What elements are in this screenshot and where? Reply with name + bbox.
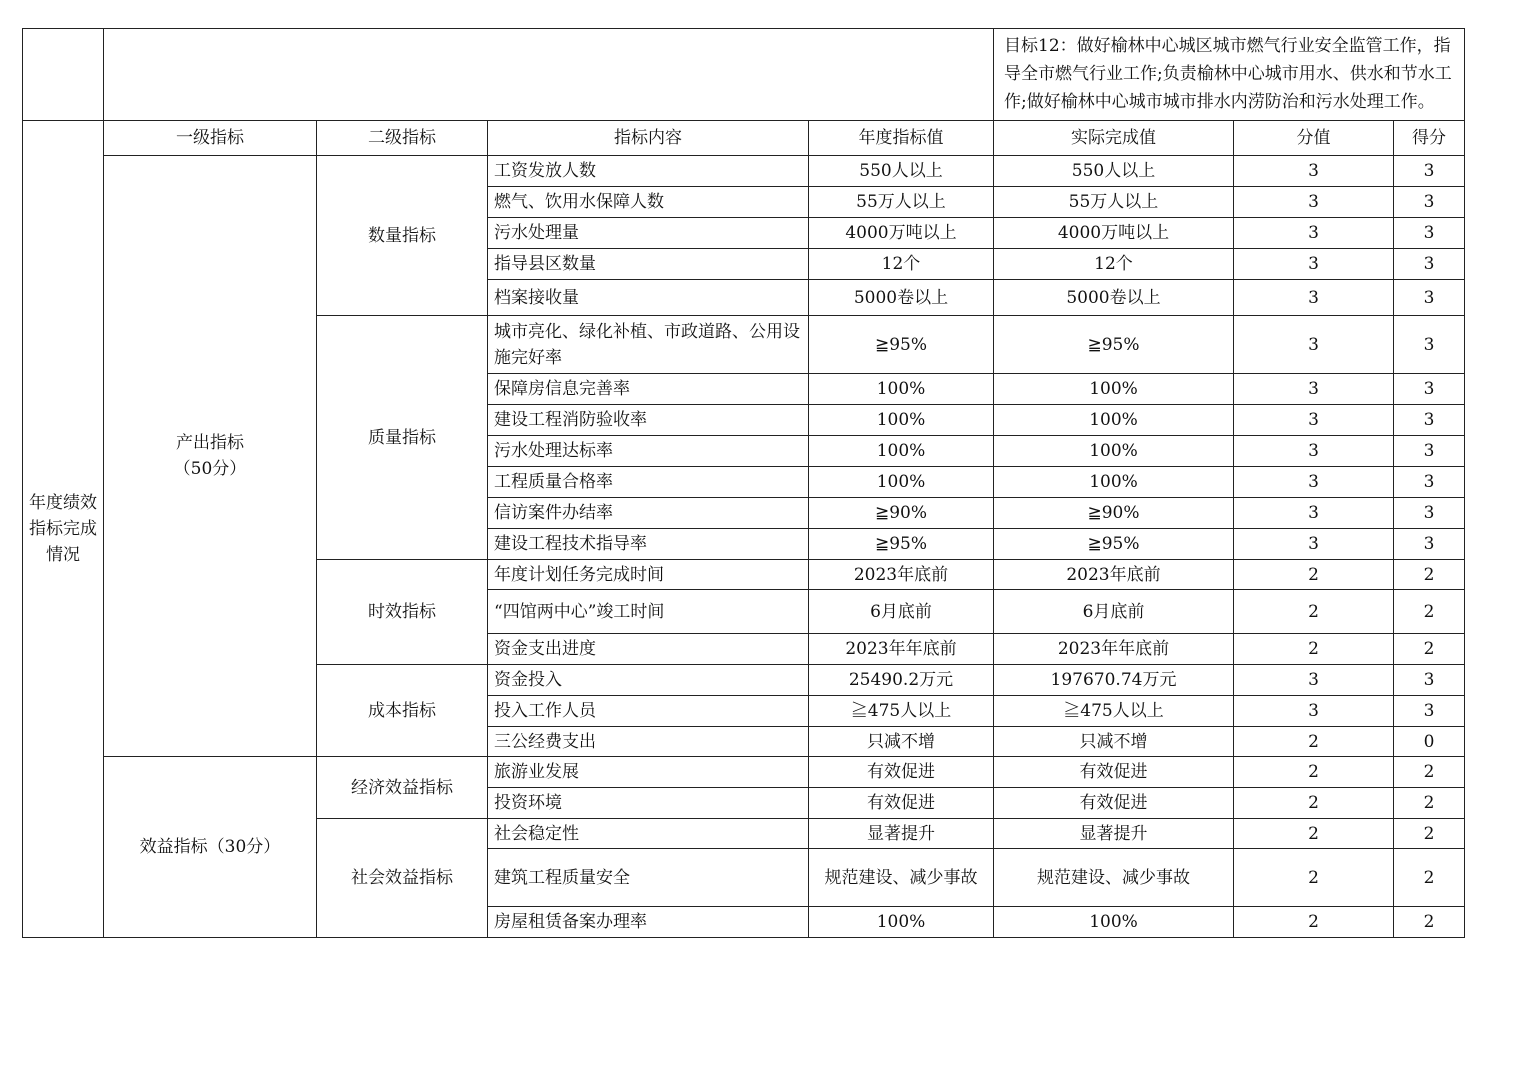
row-content: 旅游业发展 [488, 757, 809, 788]
row-target: 100% [809, 405, 994, 436]
row-score: 3 [1394, 498, 1465, 529]
row-score: 2 [1394, 634, 1465, 665]
row-target: ≧95% [809, 529, 994, 560]
row-target: 100% [809, 467, 994, 498]
row-score: 3 [1394, 218, 1465, 249]
row-value: 3 [1234, 218, 1394, 249]
row-content: 档案接收量 [488, 280, 809, 316]
row-content: 工程质量合格率 [488, 467, 809, 498]
row-target: 55万人以上 [809, 187, 994, 218]
row-actual: ≧95% [994, 316, 1234, 374]
row-actual: ≧90% [994, 498, 1234, 529]
row-target: 100% [809, 436, 994, 467]
row-score: 3 [1394, 280, 1465, 316]
row-actual: 12个 [994, 249, 1234, 280]
output-group-points: （50分） [173, 459, 247, 479]
row-value: 2 [1234, 788, 1394, 819]
row-score: 3 [1394, 665, 1465, 696]
row-score: 2 [1394, 849, 1465, 907]
row-value: 2 [1234, 849, 1394, 907]
row-target: 有效促进 [809, 788, 994, 819]
output-group-cell [104, 156, 317, 757]
row-value: 2 [1234, 819, 1394, 849]
row-target: 规范建设、减少事故 [809, 849, 994, 907]
row-actual: ≧95% [994, 529, 1234, 560]
output-group-name: 产出指标 [176, 433, 244, 453]
row-score: 3 [1394, 467, 1465, 498]
row-value: 2 [1234, 727, 1394, 757]
row-score: 3 [1394, 156, 1465, 187]
row-target: 显著提升 [809, 819, 994, 849]
row-content: 建设工程技术指导率 [488, 529, 809, 560]
row-content: 三公经费支出 [488, 727, 809, 757]
goal-text: 目标12：做好榆林中心城区城市燃气行业安全监管工作，指导全市燃气行业工作;负责榆林中心城市用水、供水和节水工作;做好榆林中心城市城市排水内涝防治和污水处理工作。 [994, 29, 1465, 121]
row-score: 3 [1394, 249, 1465, 280]
row-score: 2 [1394, 907, 1465, 938]
row-actual: 有效促进 [994, 757, 1234, 788]
row-content: 城市亮化、绿化补植、市政道路、公用设施完好率 [488, 316, 809, 374]
row-content: 工资发放人数 [488, 156, 809, 187]
row-actual: 2023年底前 [994, 560, 1234, 590]
header-target: 年度指标值 [809, 121, 994, 156]
row-content: 建设工程消防验收率 [488, 405, 809, 436]
row-target: 6月底前 [809, 590, 994, 634]
header-content: 指标内容 [488, 121, 809, 156]
header-level2: 二级指标 [317, 121, 488, 156]
row-value: 3 [1234, 249, 1394, 280]
row-actual: 显著提升 [994, 819, 1234, 849]
row-actual: 6月底前 [994, 590, 1234, 634]
row-score: 3 [1394, 529, 1465, 560]
row-actual: 2023年年底前 [994, 634, 1234, 665]
subgroup-quality: 质量指标 [317, 316, 488, 560]
row-score: 3 [1394, 316, 1465, 374]
header-score-value: 分值 [1234, 121, 1394, 156]
row-value: 2 [1234, 590, 1394, 634]
table-row [23, 156, 1465, 187]
row-content: 房屋租赁备案办理率 [488, 907, 809, 938]
row-score: 2 [1394, 757, 1465, 788]
row-actual: 100% [994, 374, 1234, 405]
row-content: 资金支出进度 [488, 634, 809, 665]
row-value: 3 [1234, 498, 1394, 529]
row-actual: ≧475人以上 [994, 696, 1234, 727]
goal-row [23, 29, 1465, 121]
row-value: 3 [1234, 280, 1394, 316]
row-actual: 只减不增 [994, 727, 1234, 757]
row-content: 指导县区数量 [488, 249, 809, 280]
row-content: 资金投入 [488, 665, 809, 696]
row-value: 3 [1234, 436, 1394, 467]
row-target: 5000卷以上 [809, 280, 994, 316]
row-content: 保障房信息完善率 [488, 374, 809, 405]
row-actual: 55万人以上 [994, 187, 1234, 218]
row-actual: 规范建设、减少事故 [994, 849, 1234, 907]
row-score: 2 [1394, 819, 1465, 849]
row-target: 只减不增 [809, 727, 994, 757]
row-value: 2 [1234, 757, 1394, 788]
row-score: 3 [1394, 436, 1465, 467]
subgroup-cost: 成本指标 [317, 665, 488, 757]
row-actual: 有效促进 [994, 788, 1234, 819]
header-row [23, 121, 1465, 156]
row-actual: 197670.74万元 [994, 665, 1234, 696]
row-content: 建筑工程质量安全 [488, 849, 809, 907]
row-target: 12个 [809, 249, 994, 280]
row-target: 550人以上 [809, 156, 994, 187]
row-value: 3 [1234, 405, 1394, 436]
row-content: 污水处理量 [488, 218, 809, 249]
row-value: 2 [1234, 907, 1394, 938]
row-target: 2023年底前 [809, 560, 994, 590]
row-actual: 100% [994, 467, 1234, 498]
table-row [23, 757, 1465, 788]
section-label: 年度绩效指标完成情况 [23, 121, 104, 938]
header-actual: 实际完成值 [994, 121, 1234, 156]
row-target: 100% [809, 907, 994, 938]
header-score: 得分 [1394, 121, 1465, 156]
header-level1: 一级指标 [104, 121, 317, 156]
row-actual: 550人以上 [994, 156, 1234, 187]
row-value: 3 [1234, 156, 1394, 187]
row-target: ≧95% [809, 316, 994, 374]
row-value: 3 [1234, 467, 1394, 498]
row-value: 3 [1234, 696, 1394, 727]
row-target: 2023年年底前 [809, 634, 994, 665]
row-score: 3 [1394, 374, 1465, 405]
subgroup-economic: 经济效益指标 [317, 757, 488, 819]
row-score: 3 [1394, 405, 1465, 436]
row-value: 3 [1234, 316, 1394, 374]
row-value: 3 [1234, 374, 1394, 405]
subgroup-social: 社会效益指标 [317, 819, 488, 938]
row-score: 3 [1394, 187, 1465, 218]
row-target: ≧475人以上 [809, 696, 994, 727]
row-content: 燃气、饮用水保障人数 [488, 187, 809, 218]
row-content: 投入工作人员 [488, 696, 809, 727]
row-actual: 100% [994, 907, 1234, 938]
subgroup-quantity: 数量指标 [317, 156, 488, 316]
row-value: 3 [1234, 187, 1394, 218]
row-actual: 100% [994, 405, 1234, 436]
row-content: “四馆两中心”竣工时间 [488, 590, 809, 634]
row-target: ≧90% [809, 498, 994, 529]
row-score: 2 [1394, 788, 1465, 819]
row-target: 100% [809, 374, 994, 405]
row-score: 3 [1394, 696, 1465, 727]
row-content: 投资环境 [488, 788, 809, 819]
row-score: 0 [1394, 727, 1465, 757]
row-score: 2 [1394, 560, 1465, 590]
row-actual: 5000卷以上 [994, 280, 1234, 316]
performance-table [22, 28, 1465, 938]
row-score: 2 [1394, 590, 1465, 634]
row-content: 信访案件办结率 [488, 498, 809, 529]
row-target: 4000万吨以上 [809, 218, 994, 249]
row-target: 25490.2万元 [809, 665, 994, 696]
row-actual: 4000万吨以上 [994, 218, 1234, 249]
row-value: 3 [1234, 529, 1394, 560]
row-actual: 100% [994, 436, 1234, 467]
row-value: 3 [1234, 665, 1394, 696]
row-target: 有效促进 [809, 757, 994, 788]
row-value: 2 [1234, 634, 1394, 665]
subgroup-timeliness: 时效指标 [317, 560, 488, 665]
row-content: 污水处理达标率 [488, 436, 809, 467]
row-content: 年度计划任务完成时间 [488, 560, 809, 590]
row-value: 2 [1234, 560, 1394, 590]
benefit-group-name: 效益指标（30分） [104, 757, 317, 938]
row-content: 社会稳定性 [488, 819, 809, 849]
